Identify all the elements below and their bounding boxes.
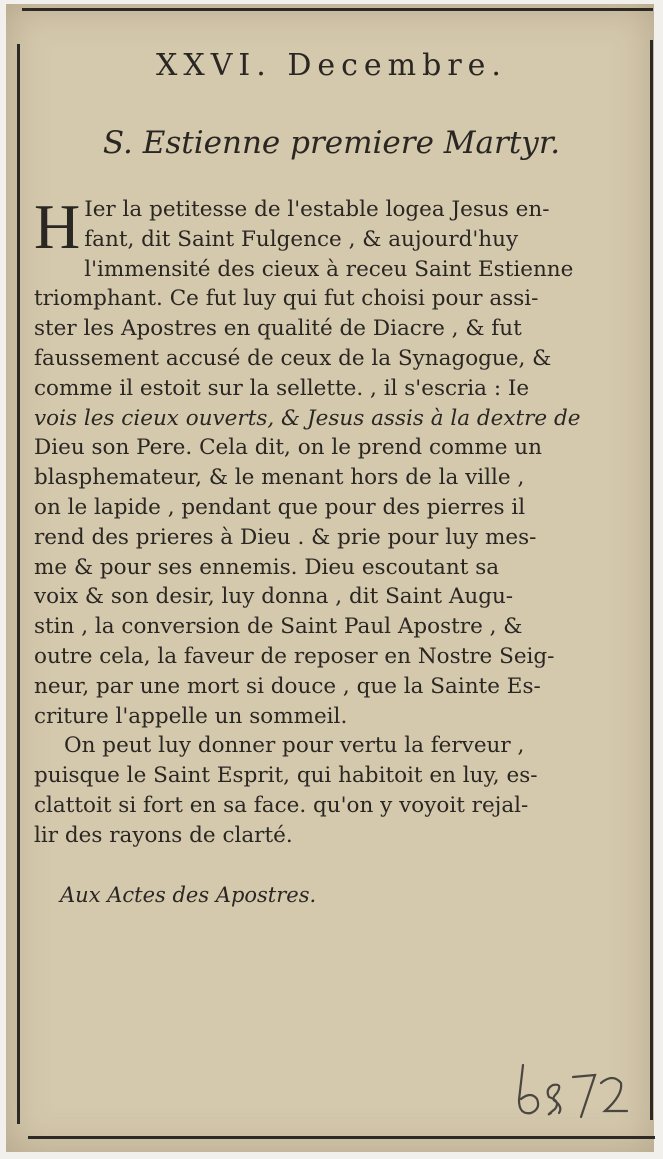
page-heading: XXVI. Decembre. <box>156 48 507 83</box>
text-line: blasphemateur, & le menant hors de la ville , <box>34 465 525 491</box>
text-line: me & pour ses ennemis. Dieu escoutant sa <box>34 554 500 580</box>
text-line: Ier la petitesse de l'estable logea Jesus en- <box>84 197 550 222</box>
text-line: vois les cieux ouverts, & Jesus assis à la dextre de <box>34 405 581 431</box>
bottom-border-rule <box>28 1136 655 1139</box>
text-line: voix & son desir, luy donna , dit Saint Augu- <box>34 584 514 610</box>
text-line: faussement accusé de ceux de la Synagogue, & <box>34 345 552 371</box>
text-line: rend des prieres à Dieu . & prie pour luy mes- <box>34 524 537 550</box>
handwritten-shelfmark <box>505 1055 635 1125</box>
saint-title: S. Estienne premiere Martyr. <box>102 125 561 161</box>
text-line: lir des rayons de clarté. <box>34 822 293 848</box>
text-body <box>34 191 634 851</box>
text-line: Dieu son Pere. Cela dit, on le prend comme un <box>34 435 543 461</box>
text-line: l'immensité des cieux à receu Saint Estienne <box>84 256 574 282</box>
top-border-rule <box>22 8 653 11</box>
text-line: On peut luy donner pour vertu la ferveur , <box>64 733 525 759</box>
text-line: triomphant. Ce fut luy qui fut choisi pour assi- <box>34 286 539 312</box>
text-line: outre cela, la faveur de reposer en Nostre Seig- <box>34 643 555 669</box>
paragraph-2 <box>34 731 634 850</box>
text-line: ster les Apostres en qualité de Diacre , & fut <box>34 316 522 342</box>
text-line: neur, par une mort si douce , que la Sainte Es- <box>34 673 541 699</box>
left-border-rule <box>17 44 20 1124</box>
source-reference: Aux Actes des Apostres. <box>60 883 317 907</box>
text-line: stin , la conversion de Saint Paul Apostre , & <box>34 614 523 640</box>
right-border-rule <box>650 40 653 1120</box>
text-line: criture l'appelle un sommeil. <box>34 703 348 729</box>
text-line: clattoit si fort en sa face. qu'on y voyoit rejal- <box>34 792 529 818</box>
text-line: fant, dit Saint Fulgence , & aujourd'huy <box>84 226 519 252</box>
text-line: puisque le Saint Esprit, qui habitoit en luy, es- <box>34 763 538 789</box>
text-line: comme il estoit sur la sellette. , il s'escria : Ie <box>34 375 530 401</box>
text-line: on le lapide , pendant que pour des pierres il <box>34 494 526 520</box>
paragraph-1 <box>34 191 634 731</box>
drop-cap: H <box>34 191 81 262</box>
